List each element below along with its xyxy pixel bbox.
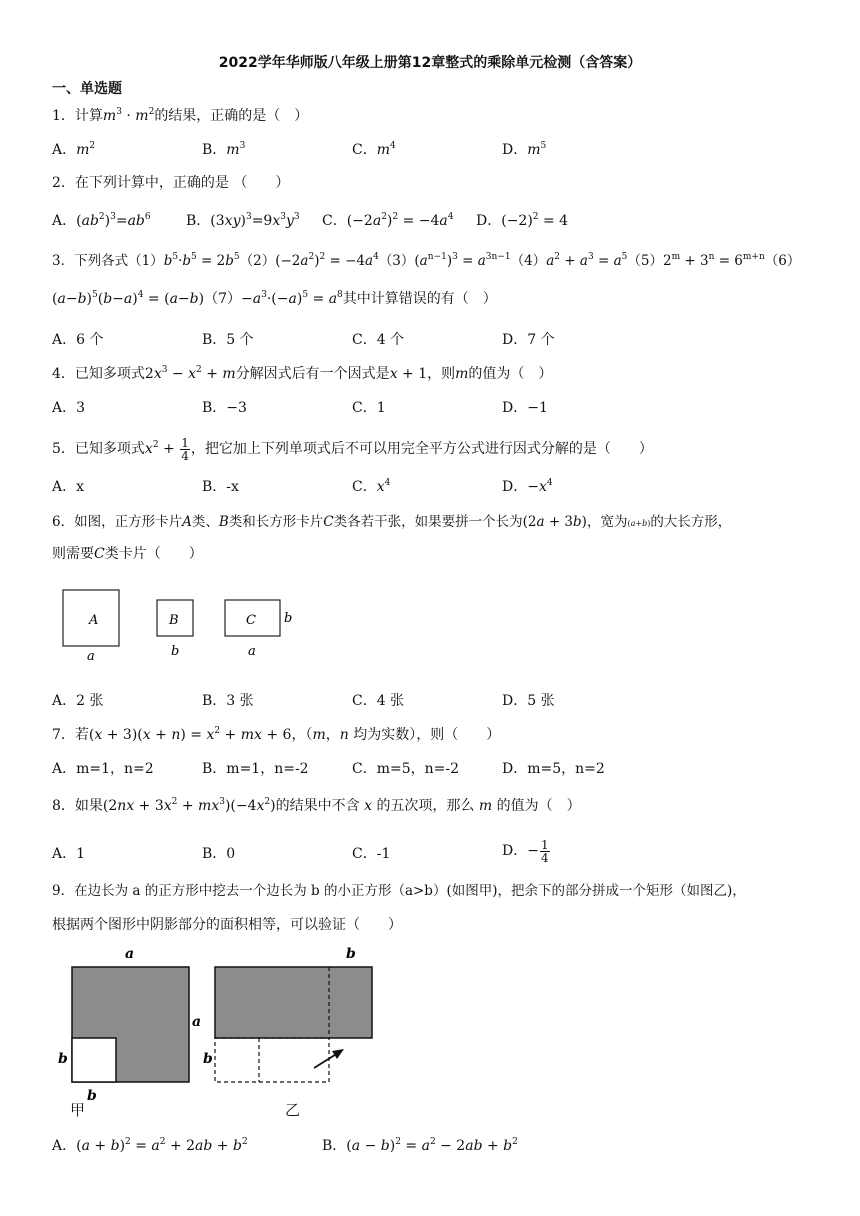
section-heading: 一、单选题 bbox=[52, 81, 122, 97]
yi-left-label: b bbox=[203, 1051, 213, 1067]
q1-option-c[interactable]: C．$m^4$ bbox=[352, 141, 396, 158]
q4-option-d[interactable]: D．−1 bbox=[502, 400, 548, 416]
q3-option-c[interactable]: C．4 个 bbox=[352, 332, 405, 348]
q3-option-b[interactable]: B．5 个 bbox=[202, 332, 254, 348]
jia-left-label: b bbox=[58, 1051, 68, 1067]
rectangle-yi bbox=[215, 967, 372, 1038]
label-jia: 甲 bbox=[70, 1101, 86, 1119]
q8-option-b[interactable]: B．0 bbox=[202, 846, 236, 862]
question-9-stem-cont: 根据两个图形中阴影部分的面积相等，可以验证（ ） bbox=[52, 917, 402, 933]
card-c-length-label: a bbox=[248, 644, 256, 659]
q1-option-d[interactable]: D．$m^5$ bbox=[502, 141, 547, 158]
question-9-stem: 9．在边长为 a 的正方形中挖去一个边长为 b 的小正方形（a>b）(如图甲)，把余下的部分拼成一个矩形（如图乙)， bbox=[52, 883, 746, 899]
card-b-side-label: b bbox=[171, 644, 180, 659]
card-b-letter: B bbox=[169, 613, 179, 628]
q3-option-a[interactable]: A．6 个 bbox=[52, 332, 104, 348]
q7-option-c[interactable]: C．m=5，n=-2 bbox=[352, 761, 460, 777]
small-square-cut bbox=[72, 1038, 116, 1082]
question-1-stem: 1．计算$m^3 \cdot m^2$的结果，正确的是（ ） bbox=[52, 107, 309, 124]
q9-figure bbox=[52, 940, 392, 1104]
q9-option-b[interactable]: B．$(a - b)^2 = a^2 - 2ab + b^2$ bbox=[322, 1137, 518, 1154]
q9-option-a[interactable]: A．$(a + b)^2 = a^2 + 2ab + b^2$ bbox=[52, 1137, 248, 1154]
question-6-stem-cont: 则需要C类卡片（ ） bbox=[52, 546, 203, 562]
q6-option-b[interactable]: B．3 张 bbox=[202, 693, 254, 709]
q6-option-c[interactable]: C．4 张 bbox=[352, 693, 405, 709]
q5-option-d[interactable]: D．$-x^4$ bbox=[502, 478, 553, 495]
q2-option-a[interactable]: A．$(ab^2)^3=ab^6$ bbox=[52, 212, 151, 229]
jia-right-label: a bbox=[192, 1014, 202, 1030]
question-7-stem: 7．若$(x + 3)(x + n) = x^2$ + mx + 6，（m，n 均为实数），则（ ） bbox=[52, 726, 501, 743]
label-yi: 乙 bbox=[285, 1101, 301, 1119]
card-a-letter: A bbox=[89, 613, 99, 628]
jia-bottom-label: b bbox=[87, 1088, 97, 1104]
card-c-width-label: b bbox=[284, 611, 293, 626]
q4-option-a[interactable]: A．3 bbox=[52, 400, 86, 416]
question-8-stem: 8．如果$(2nx + 3x^2 + mx^3)(-4x^2)$的结果中不含 x 的五次项，那么 m 的值为（ ） bbox=[52, 797, 581, 814]
fraction-one-quarter-neg: $\frac{1}{4}$ bbox=[540, 837, 549, 865]
q5-option-b[interactable]: B．-x bbox=[202, 479, 239, 495]
yi-top-label: b bbox=[346, 946, 356, 962]
jia-top-label: a bbox=[125, 946, 135, 962]
question-4-stem: 4．已知多项式$2x^3 - x^2 + m$分解因式后有一个因式是x + 1，则m的值为（ ） bbox=[52, 365, 553, 382]
question-3-stem-cont: $(a-b)^5(b-a)^4 = (a-b)(7)-a^3\cdot(-a)^5 = a^8$其中计算错误的有（ ） bbox=[52, 290, 497, 307]
q7-option-a[interactable]: A．m=1，n=2 bbox=[52, 761, 154, 777]
card-c-letter: C bbox=[246, 613, 256, 628]
q6-cards-figure bbox=[55, 585, 315, 665]
card-a-side-label: a bbox=[87, 649, 95, 664]
q3-option-d[interactable]: D．7 个 bbox=[502, 332, 555, 348]
q5-option-a[interactable]: A．x bbox=[52, 479, 85, 495]
q4-option-b[interactable]: B．−3 bbox=[202, 400, 247, 416]
arrow-line bbox=[314, 1053, 338, 1068]
q6-option-a[interactable]: A．2 张 bbox=[52, 693, 104, 709]
q8-option-c[interactable]: C．-1 bbox=[352, 846, 391, 862]
q6-option-d[interactable]: D．5 张 bbox=[502, 693, 555, 709]
q2-option-b[interactable]: B．$(3xy)^3=9x^3y^3$ bbox=[186, 212, 300, 229]
q5-option-c[interactable]: C．$x^4$ bbox=[352, 478, 391, 495]
q7-option-d[interactable]: D．m=5，n=2 bbox=[502, 761, 605, 777]
arrow-head bbox=[332, 1049, 344, 1059]
page-title: 2022学年华师版八年级上册第12章整式的乘除单元检测（含答案） bbox=[218, 55, 642, 71]
yi-dashed-rect bbox=[215, 1038, 329, 1082]
q2-option-c[interactable]: C．$(-2a^2)^2 = -4a^4$ bbox=[322, 212, 454, 229]
q8-option-d[interactable]: D．− $\frac{1}{4}$ bbox=[502, 837, 549, 865]
q1-option-b[interactable]: B．$m^3$ bbox=[202, 141, 246, 158]
fraction-one-quarter: $\frac{1}{4}$ bbox=[181, 435, 189, 463]
q1-option-a[interactable]: A．$m^2$ bbox=[52, 141, 96, 158]
q4-option-c[interactable]: C．1 bbox=[352, 400, 386, 416]
question-6-stem: 6．如图，正方形卡片A类、B类和长方形卡片C类各若干张，如果要拼一个长为(2a + 3b)，宽为(a+b)的大长方形， bbox=[52, 514, 732, 530]
question-3-stem: 3．下列各式$(1)b^5\cdot b^5 = 2b^5(2)(-2a^2)^2 = -4a^4(3)(a^{n-1})^3 = a^{3n-1}(4)a^2 + a^3 = a^5(5)2^m + 3^n = 6^{m+n}(6)$ bbox=[52, 252, 801, 269]
question-2-stem: 2．在下列计算中，正确的是 （ ） bbox=[52, 175, 290, 191]
q8-option-a[interactable]: A．1 bbox=[52, 846, 86, 862]
q2-option-d[interactable]: D．$(-2)^2 = 4$ bbox=[476, 212, 569, 229]
question-5-stem: 5．已知多项式$x^2$ + $\frac{1}{4}$ ，把它加上下列单项式后不可以用完全平方公式进行因式分解的是（ ） bbox=[52, 435, 653, 463]
q7-option-b[interactable]: B．m=1，n=-2 bbox=[202, 761, 309, 777]
